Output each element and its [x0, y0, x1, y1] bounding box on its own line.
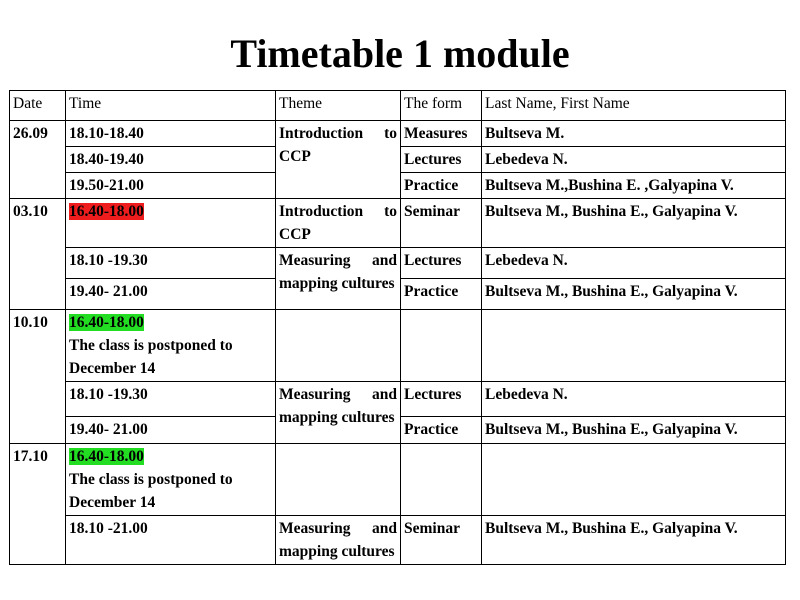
name-cell: Bultseva M., Bushina E., Galyapina V. [482, 199, 786, 248]
name-cell: Lebedeva N. [482, 248, 786, 279]
time-cell [66, 310, 276, 382]
time-cell: 19.40- 21.00 [66, 279, 276, 310]
time-cell: 18.10 -19.30 [66, 382, 276, 417]
form-cell: Seminar [401, 199, 482, 248]
time-cell: 18.10 -21.00 [66, 516, 276, 565]
time-cell: 19.50-21.00 [66, 173, 276, 199]
form-cell: Practice [401, 417, 482, 444]
postponed-note: The class is postponed to December 14 [69, 337, 233, 377]
table-row [10, 248, 786, 279]
theme-cell: Introduction to CCP [276, 199, 401, 248]
form-cell [401, 444, 482, 516]
theme-cell [276, 310, 401, 382]
page-title: Timetable 1 module [230, 31, 570, 76]
timetable [9, 90, 786, 565]
name-cell: Bultseva M., Bushina E., Galyapina V. [482, 279, 786, 310]
postponed-note: The class is postponed to December 14 [69, 471, 233, 511]
time-cell [66, 199, 276, 248]
header-form: The form [401, 91, 482, 121]
form-cell: Lectures [401, 147, 482, 173]
table-row [10, 382, 786, 417]
form-cell: Lectures [401, 248, 482, 279]
time-highlight-green: 16.40-18.00 [69, 314, 144, 331]
name-cell: Lebedeva N. [482, 147, 786, 173]
date-cell: 17.10 [10, 444, 66, 565]
time-cell: 18.10-18.40 [66, 121, 276, 147]
form-cell: Seminar [401, 516, 482, 565]
time-cell: 19.40- 21.00 [66, 417, 276, 444]
header-row [10, 91, 786, 121]
date-cell: 26.09 [10, 121, 66, 199]
table-row [10, 310, 786, 382]
table-row [10, 444, 786, 516]
header-name: Last Name, First Name [482, 91, 786, 121]
form-cell: Practice [401, 173, 482, 199]
date-cell: 03.10 [10, 199, 66, 310]
name-cell [482, 444, 786, 516]
theme-cell: Measuring and mapping cultures [276, 248, 401, 310]
table-row [10, 199, 786, 248]
form-cell: Practice [401, 279, 482, 310]
theme-cell: Measuring and mapping cultures [276, 516, 401, 565]
theme-cell [276, 444, 401, 516]
time-highlight-red: 16.40-18.00 [69, 203, 144, 220]
table-row [10, 121, 786, 147]
form-cell: Measures [401, 121, 482, 147]
time-cell: 18.10 -19.30 [66, 248, 276, 279]
name-cell: Lebedeva N. [482, 382, 786, 417]
name-cell [482, 310, 786, 382]
theme-cell: Measuring and mapping cultures [276, 382, 401, 444]
name-cell: Bultseva M. [482, 121, 786, 147]
theme-cell: Introduction to CCP [276, 121, 401, 199]
name-cell: Bultseva M.,Bushina E. ,Galyapina V. [482, 173, 786, 199]
name-cell: Bultseva M., Bushina E., Galyapina V. [482, 516, 786, 565]
table-row [10, 516, 786, 565]
form-cell [401, 310, 482, 382]
time-highlight-green: 16.40-18.00 [69, 448, 144, 465]
header-theme: Theme [276, 91, 401, 121]
form-cell: Lectures [401, 382, 482, 417]
time-cell [66, 444, 276, 516]
name-cell: Bultseva M., Bushina E., Galyapina V. [482, 417, 786, 444]
header-date: Date [10, 91, 66, 121]
date-cell: 10.10 [10, 310, 66, 444]
time-cell: 18.40-19.40 [66, 147, 276, 173]
header-time: Time [66, 91, 276, 121]
